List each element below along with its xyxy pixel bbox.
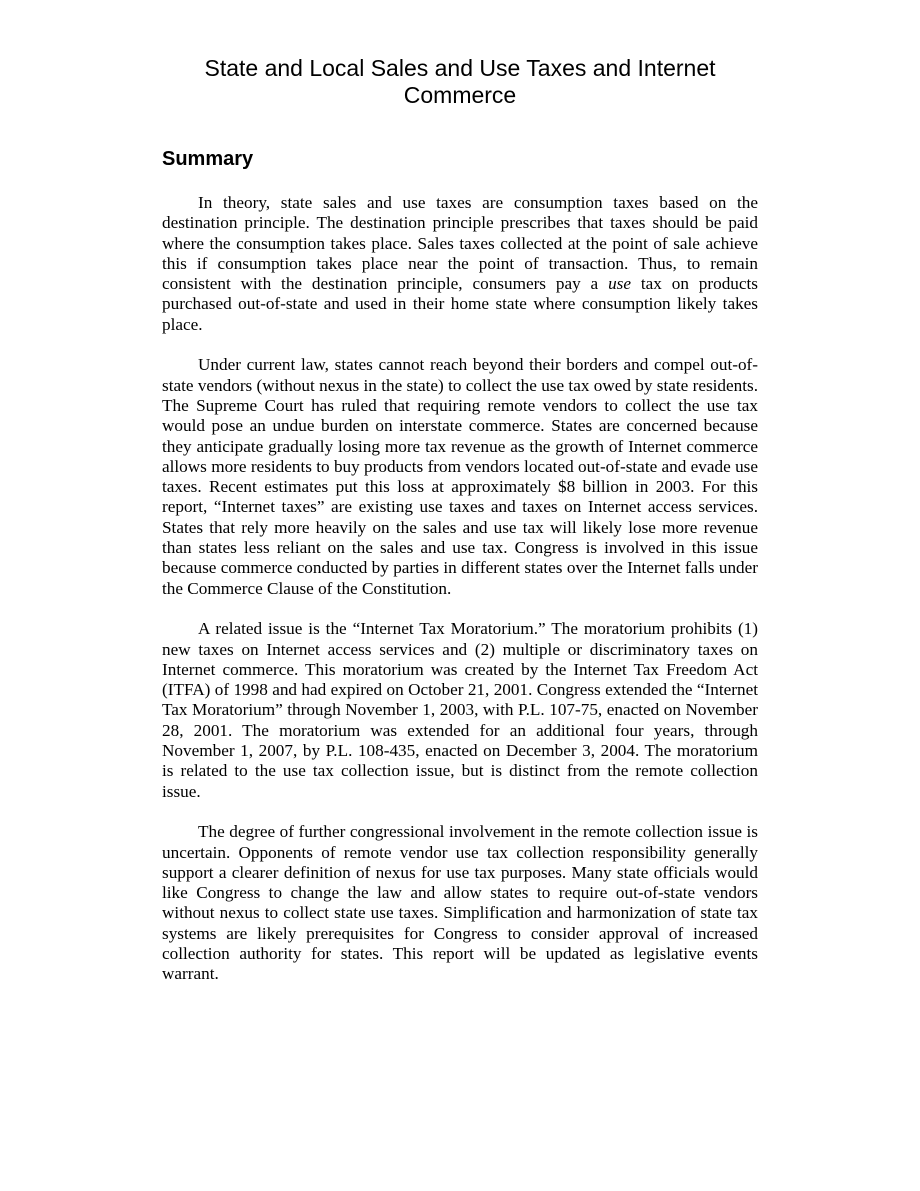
paragraph-4: The degree of further congressional involvement in the remote collection issue is uncertain. Opponents of remote vendor use tax collection responsibility generally support a clearer definition of nexus for use tax purposes. Many state officials would like Congress to change the law and allow states to require out-of-state vendors without nexus to collect state use taxes. Simplification and harmonization of state tax systems are likely prerequisites for Congress to consider approval of increased collection authority for states. This report will be updated as legislative events warrant.	[162, 822, 758, 984]
section-heading-summary: Summary	[162, 148, 254, 170]
document-title: State and Local Sales and Use Taxes and Internet Commerce	[204, 55, 716, 108]
paragraph-3: A related issue is the “Internet Tax Moratorium.” The moratorium prohibits (1) new taxes on Internet access services and (2) multiple or discriminatory taxes on Internet commerce. This moratorium was created by the Internet Tax Freedom Act (ITFA) of 1998 and had expired on October 21, 2001. Congress extended the “Internet Tax Moratorium” through November 1, 2003, with P.L. 107-75, enacted on November 28, 2001. The moratorium was extended for an additional four years, through November 1, 2007, by P.L. 108-435, enacted on December 3, 2004. The moratorium is related to the use tax collection issue, but is distinct from the remote collection issue.	[162, 619, 758, 801]
summary-body	[162, 193, 758, 1005]
paragraph-1-part-a: In theory, state sales and use taxes are consumption taxes based on the destination principle. The destination principle prescribes that taxes should be paid where the consumption takes place. Sales taxes collected at the point of sale achieve this if consumption takes place near the point of transaction. Thus, to remain consistent with the destination principle, consumers pay a	[162, 193, 758, 294]
emphasis-use: use	[608, 274, 631, 294]
paragraph-2: Under current law, states cannot reach beyond their borders and compel out-of-state vendors (without nexus in the state) to collect the use tax owed by state residents. The Supreme Court has ruled that requiring remote vendors to collect the use tax would pose an undue burden on interstate commerce. States are concerned because they anticipate gradually losing more tax revenue as the growth of Internet commerce allows more residents to buy products from vendors located out-of-state and evade use taxes. Recent estimates put this loss at approximately $8 billion in 2003. For this report, “Internet taxes” are existing use taxes and taxes on Internet access services. States that rely more heavily on the sales and use tax will likely lose more revenue than states less reliant on the sales and use tax. Congress is involved in this issue because commerce conducted by parties in different states over the Internet falls under the Commerce Clause of the Constitution.	[162, 355, 758, 598]
paragraph-1	[162, 193, 758, 335]
paragraph-1-part-b: tax on products purchased out-of-state and used in their home state where consumption likely takes place.	[162, 274, 758, 334]
